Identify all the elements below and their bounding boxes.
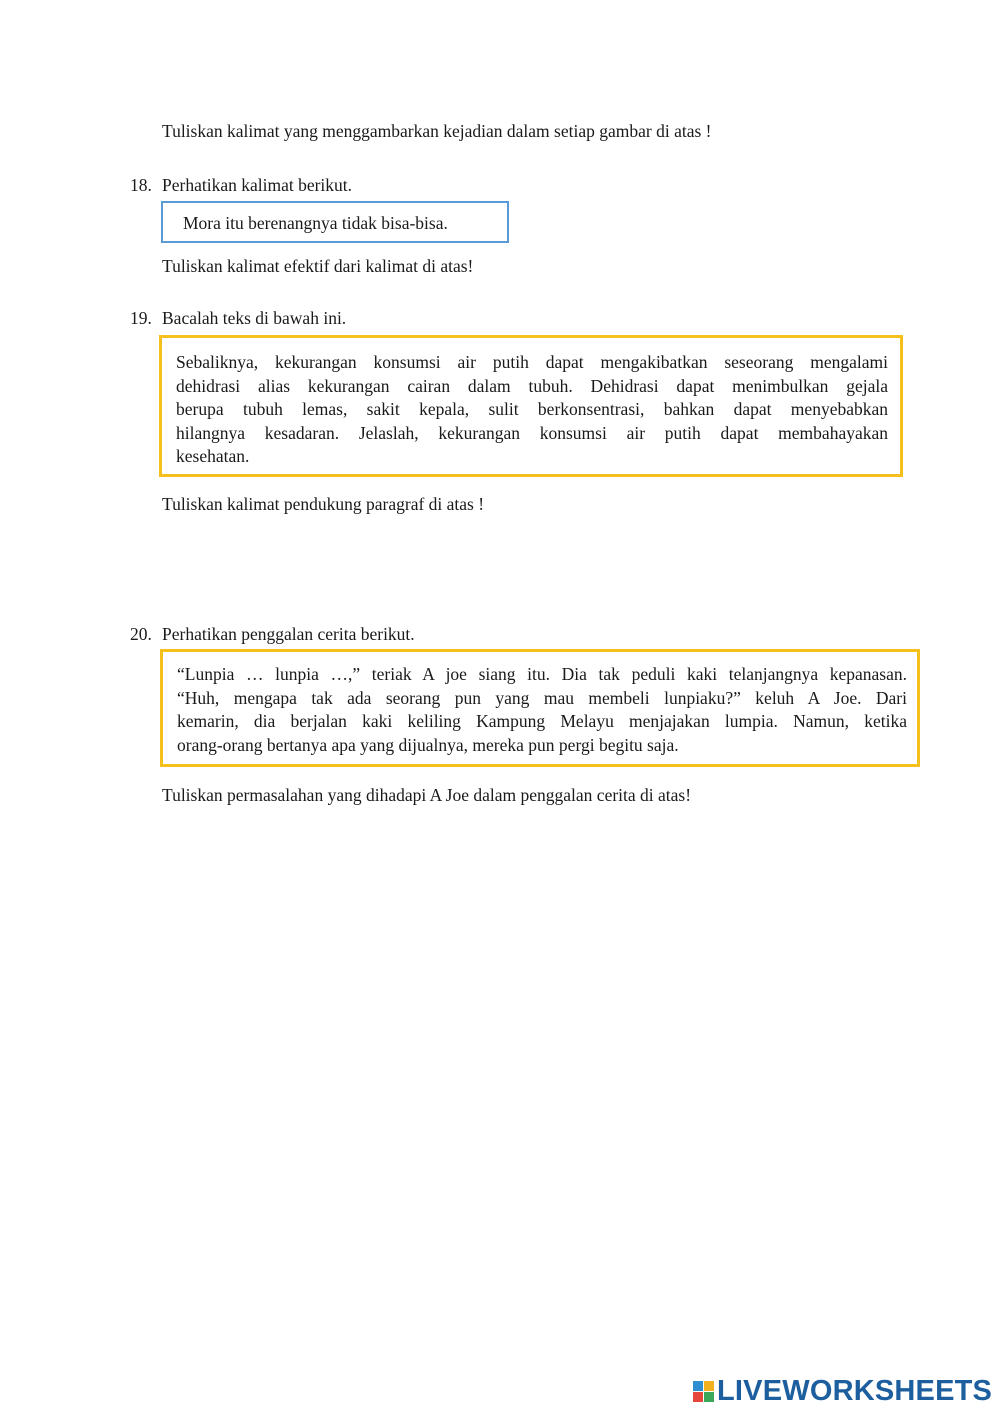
question-20-prompt: Perhatikan penggalan cerita berikut. xyxy=(162,624,415,644)
paragraph-line: berupa tubuh lemas, sakit kepala, sulit berkonsentrasi, bahkan dapat menyebabkan xyxy=(176,399,888,419)
intro-instruction: Tuliskan kalimat yang menggambarkan kejadian dalam setiap gambar di atas ! xyxy=(162,121,712,141)
logo-mark-square xyxy=(693,1392,703,1402)
paragraph-line: orang-orang bertanya apa yang dijualnya, mereka pun pergi begitu saja. xyxy=(177,734,679,755)
question-18-prompt: Perhatikan kalimat berikut. xyxy=(162,175,353,195)
question-19-paragraph xyxy=(176,351,888,469)
paragraph-line: hilangnya kesadaran. Jelaslah, kekurangan konsumsi air putih dapat membahayakan xyxy=(176,422,888,443)
liveworksheets-logo xyxy=(693,1376,992,1406)
paragraph-line: Sebaliknya, kekurangan konsumsi air putih dapat mengakibatkan seseorang mengalami xyxy=(176,352,888,372)
paragraph-line: kesehatan. xyxy=(176,446,250,466)
question-19-number: 19. xyxy=(130,308,152,328)
paragraph-line: “Huh, mengapa tak ada seorang pun yang mau membeli lunpiaku?” keluh A Joe. Dari xyxy=(177,687,907,708)
question-18-sentence-box xyxy=(161,201,509,243)
question-20-story-box xyxy=(160,649,920,767)
question-19-instruction: Tuliskan kalimat pendukung paragraf di atas ! xyxy=(162,494,485,514)
paragraph-line: “Lunpia … lunpia …,” teriak A joe siang itu. Dia tak peduli kaki telanjangnya kepanasan. xyxy=(177,664,907,684)
logo-mark-square xyxy=(704,1392,714,1402)
logo-mark-square xyxy=(704,1381,714,1391)
question-19-text-box xyxy=(159,335,903,477)
question-18-instruction: Tuliskan kalimat efektif dari kalimat di atas! xyxy=(162,256,474,276)
question-18-number: 18. xyxy=(130,175,152,195)
question-20-number: 20. xyxy=(130,624,152,644)
question-19-prompt: Bacalah teks di bawah ini. xyxy=(162,308,347,328)
paragraph-line: dehidrasi alias kekurangan cairan dalam tubuh. Dehidrasi dapat menimbulkan gejala xyxy=(176,375,888,396)
logo-text: LIVEWORKSHEETS xyxy=(717,1374,993,1407)
question-20-paragraph xyxy=(177,663,907,757)
logo-mark-icon xyxy=(693,1381,714,1402)
paragraph-line: kemarin, dia berjalan kaki keliling Kampung Melayu menjajakan lumpia. Namun, ketika xyxy=(177,711,907,731)
question-20-instruction: Tuliskan permasalahan yang dihadapi A Joe dalam penggalan cerita di atas! xyxy=(162,785,692,805)
question-18-sentence: Mora itu berenangnya tidak bisa-bisa. xyxy=(183,213,448,233)
logo-mark-square xyxy=(693,1381,703,1391)
